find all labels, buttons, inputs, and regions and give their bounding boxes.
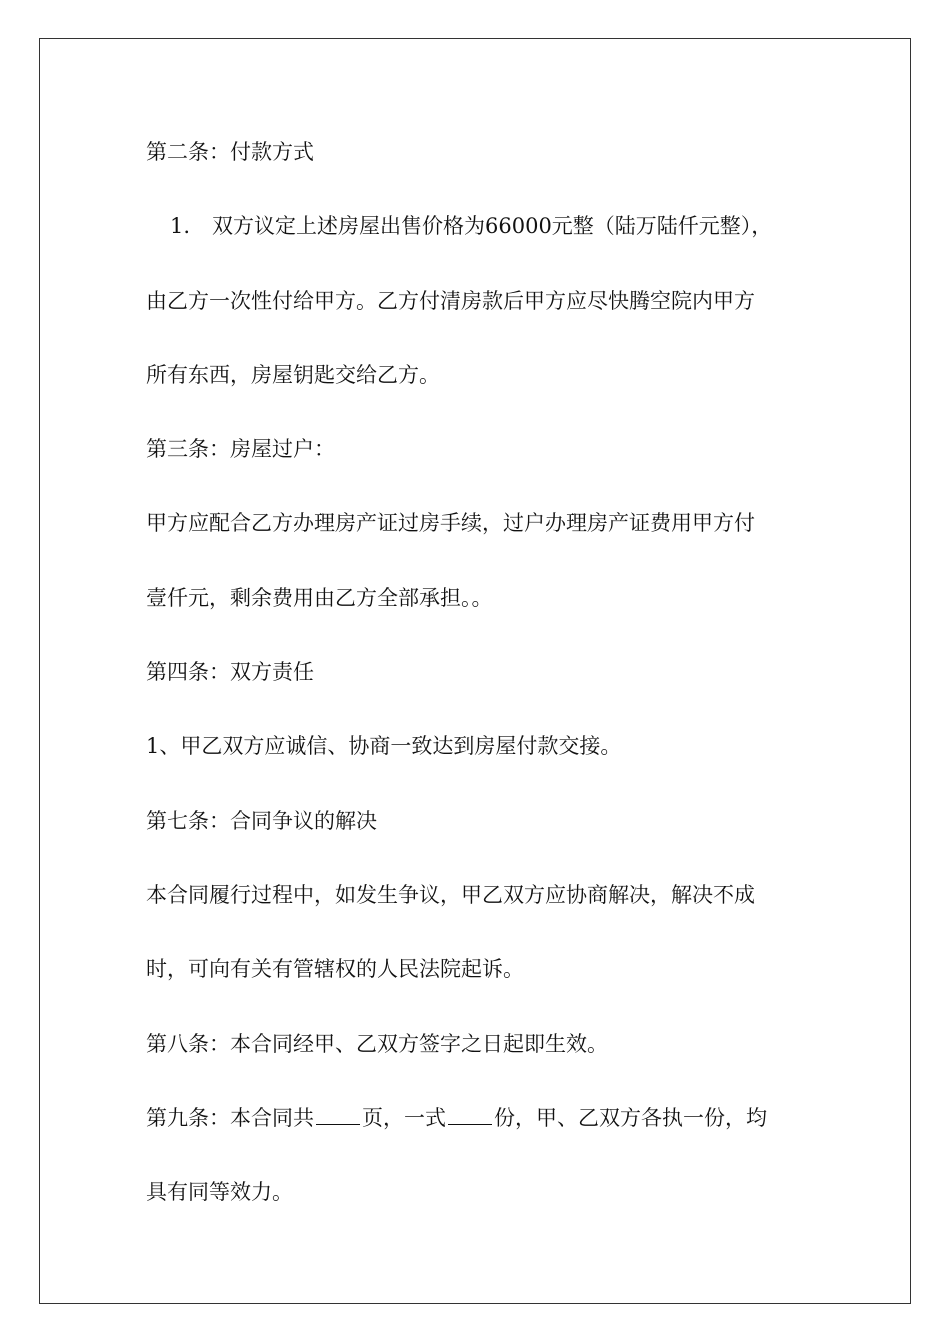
clause-8: 第八条：本合同经甲、乙双方签字之日起即生效。 xyxy=(146,1031,608,1056)
clause-9-part-2: 页，一式 xyxy=(362,1105,446,1130)
clause-7-text-line-2: 时，可向有关有管辖权的人民法院起诉。 xyxy=(146,957,524,982)
document-body xyxy=(146,130,826,1244)
clause-2-text-line-3: 所有东西，房屋钥匙交给乙方。 xyxy=(146,362,440,387)
clause-3-heading: 第三条：房屋过户： xyxy=(146,437,335,462)
item-number: 1. xyxy=(170,214,191,239)
page-count-blank[interactable] xyxy=(316,1106,360,1125)
clause-3-text-line-2: 壹仟元，剩余费用由乙方全部承担。。 xyxy=(146,585,493,610)
clause-9-line-1 xyxy=(146,1096,826,1170)
clause-9-line-2: 具有同等效力。 xyxy=(146,1180,293,1205)
clause-9-part-1: 第九条：本合同共 xyxy=(146,1105,314,1130)
clause-7-heading: 第七条：合同争议的解决 xyxy=(146,808,377,833)
clause-9-part-3: 份，甲、乙双方各执一份，均 xyxy=(494,1105,767,1130)
clause-4-item-1: 1、甲乙双方应诚信、协商一致达到房屋付款交接。 xyxy=(146,734,622,759)
clause-7-text-line-1: 本合同履行过程中，如发生争议，甲乙双方应协商解决，解决不成 xyxy=(146,882,755,907)
clause-2-item-1 xyxy=(146,204,826,278)
clause-4-heading: 第四条：双方责任 xyxy=(146,660,314,685)
copy-count-blank[interactable] xyxy=(448,1106,492,1125)
clause-2-text-line-2: 由乙方一次性付给甲方。乙方付清房款后甲方应尽快腾空院内甲方 xyxy=(146,288,755,313)
clause-2-item-1-text: 双方议定上述房屋出售价格为66000元整（陆万陆仟元整）， xyxy=(212,214,773,239)
clause-3-text-line-1: 甲方应配合乙方办理房产证过房手续，过户办理房产证费用甲方付 xyxy=(146,511,755,536)
clause-2-heading: 第二条：付款方式 xyxy=(146,140,314,164)
